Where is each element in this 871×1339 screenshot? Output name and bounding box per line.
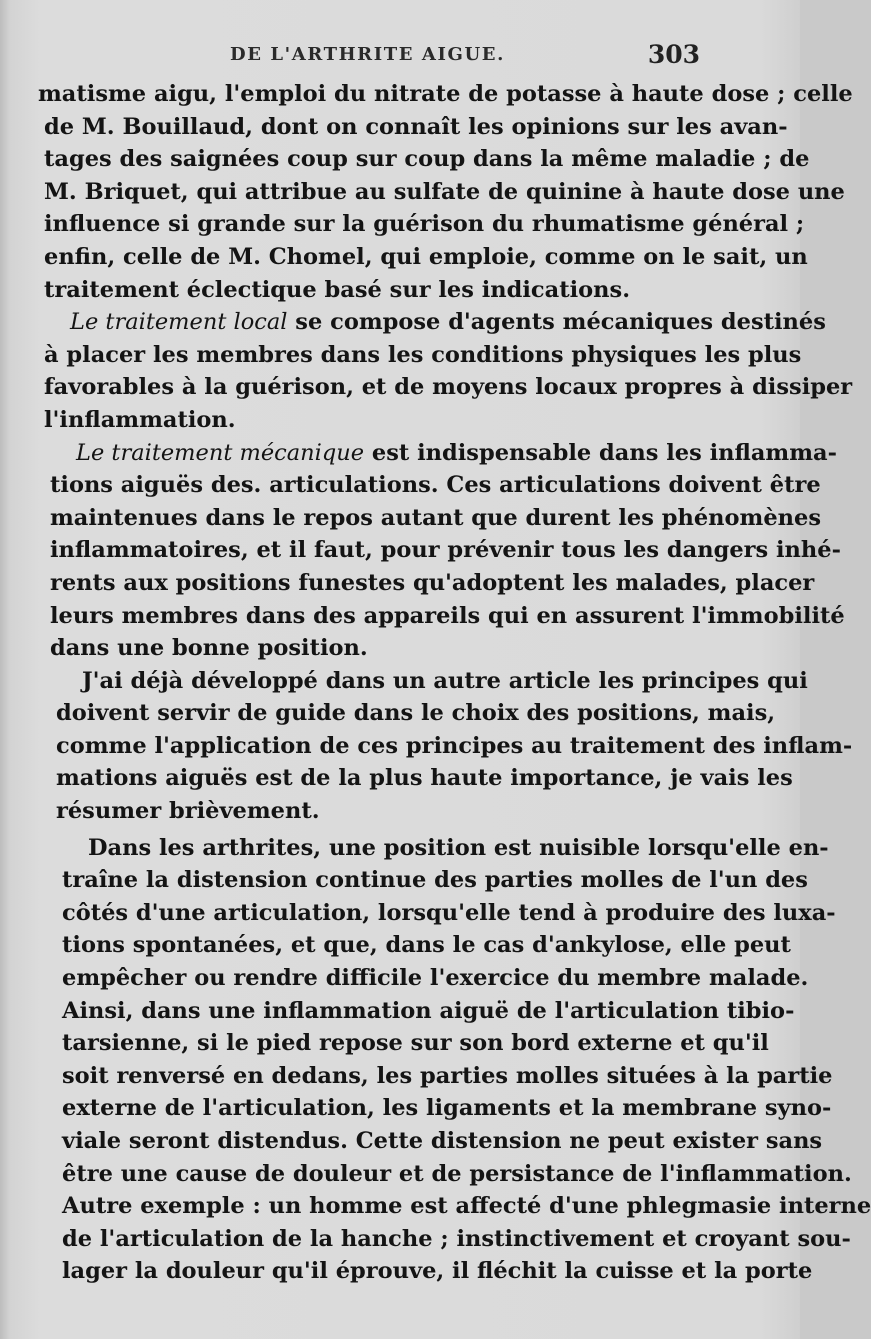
text-line: de M. Bouillaud, dont on connaît les opinions sur les avan- bbox=[44, 113, 788, 140]
page-number: 303 bbox=[647, 40, 700, 69]
text-line: tarsienne, si le pied repose sur son bord externe et qu'il bbox=[62, 1030, 769, 1057]
text-line: J'ai déjà développé dans un autre article les principes qui bbox=[82, 667, 808, 694]
text-line: externe de l'articulation, les ligaments et la membrane syno- bbox=[62, 1095, 832, 1122]
body-text bbox=[38, 78, 871, 1288]
text-line: tions spontanées, et que, dans le cas d'ankylose, elle peut bbox=[62, 932, 791, 959]
text-line bbox=[44, 306, 826, 339]
italic-term: Le traitement local bbox=[70, 309, 288, 336]
text-line: matisme aigu, l'emploi du nitrate de potasse à haute dose ; celle bbox=[38, 81, 853, 107]
text-line: lager la douleur qu'il éprouve, il fléchit la cuisse et la porte bbox=[62, 1258, 813, 1285]
paragraph-2 bbox=[44, 306, 853, 436]
text-span: se compose d'agents mécaniques destinés bbox=[287, 309, 826, 336]
text-line: leurs membres dans des appareils qui en assurent l'immobilité bbox=[50, 602, 845, 629]
text-line: tages des saignées coup sur coup dans la même maladie ; de bbox=[44, 146, 810, 173]
text-line: M. Briquet, qui attribue au sulfate de quinine à haute dose une bbox=[44, 178, 845, 205]
text-line: inflammatoires, et il faut, pour prévenir tous les dangers inhé- bbox=[50, 537, 841, 564]
text-line: traîne la distension continue des parties molles de l'un des bbox=[62, 867, 808, 894]
text-line: tions aiguës des. articulations. Ces articulations doivent être bbox=[50, 472, 821, 499]
running-title: DE L'ARTHRITE AIGUE. bbox=[230, 44, 505, 65]
text-line: traitement éclectique basé sur les indications. bbox=[44, 276, 631, 303]
paragraph-5 bbox=[62, 832, 871, 1288]
paragraph-1 bbox=[38, 78, 853, 306]
paragraph-4 bbox=[56, 665, 853, 828]
text-line: résumer brièvement. bbox=[56, 798, 320, 825]
text-line: côtés d'une articulation, lorsqu'elle tend à produire des luxa- bbox=[62, 899, 836, 926]
text-line: mations aiguës est de la plus haute importance, je vais les bbox=[56, 765, 793, 792]
text-line: Autre exemple : un homme est affecté d'une phlegmasie interne bbox=[62, 1193, 871, 1220]
text-span: est indispensable dans les inflamma- bbox=[364, 439, 837, 466]
text-line: maintenues dans le repos autant que durent les phénomènes bbox=[50, 504, 821, 531]
text-line bbox=[50, 437, 837, 470]
text-line: doivent servir de guide dans le choix des positions, mais, bbox=[56, 700, 776, 727]
text-line: Dans les arthrites, une position est nuisible lorsqu'elle en- bbox=[88, 834, 829, 861]
text-line: viale seront distendus. Cette distension ne peut exister sans bbox=[62, 1128, 823, 1154]
text-line: comme l'application de ces principes au traitement des inflam- bbox=[56, 732, 853, 759]
paragraph-3 bbox=[50, 437, 845, 665]
text-line: Ainsi, dans une inflammation aiguë de l'articulation tibio- bbox=[62, 997, 795, 1024]
text-line: empêcher ou rendre difficile l'exercice du membre malade. bbox=[62, 965, 809, 992]
page-header bbox=[40, 40, 760, 74]
text-line: enfin, celle de M. Chomel, qui emploie, comme on le sait, un bbox=[44, 243, 808, 270]
text-line: de l'articulation de la hanche ; instinctivement et croyant sou- bbox=[62, 1225, 851, 1252]
text-line: rents aux positions funestes qu'adoptent les malades, placer bbox=[50, 569, 815, 596]
text-line: influence si grande sur la guérison du rhumatisme général ; bbox=[44, 211, 805, 238]
text-line: dans une bonne position. bbox=[50, 635, 368, 662]
text-line: soit renversé en dedans, les parties molles situées à la partie bbox=[62, 1062, 833, 1089]
text-line: à placer les membres dans les conditions physiques les plus bbox=[44, 341, 802, 368]
text-line: l'inflammation. bbox=[44, 406, 236, 433]
text-line: être une cause de douleur et de persistance de l'inflammation. bbox=[62, 1160, 852, 1187]
italic-term: Le traitement mécanique bbox=[76, 439, 365, 466]
text-line: favorables à la guérison, et de moyens locaux propres à dissiper bbox=[44, 374, 853, 401]
